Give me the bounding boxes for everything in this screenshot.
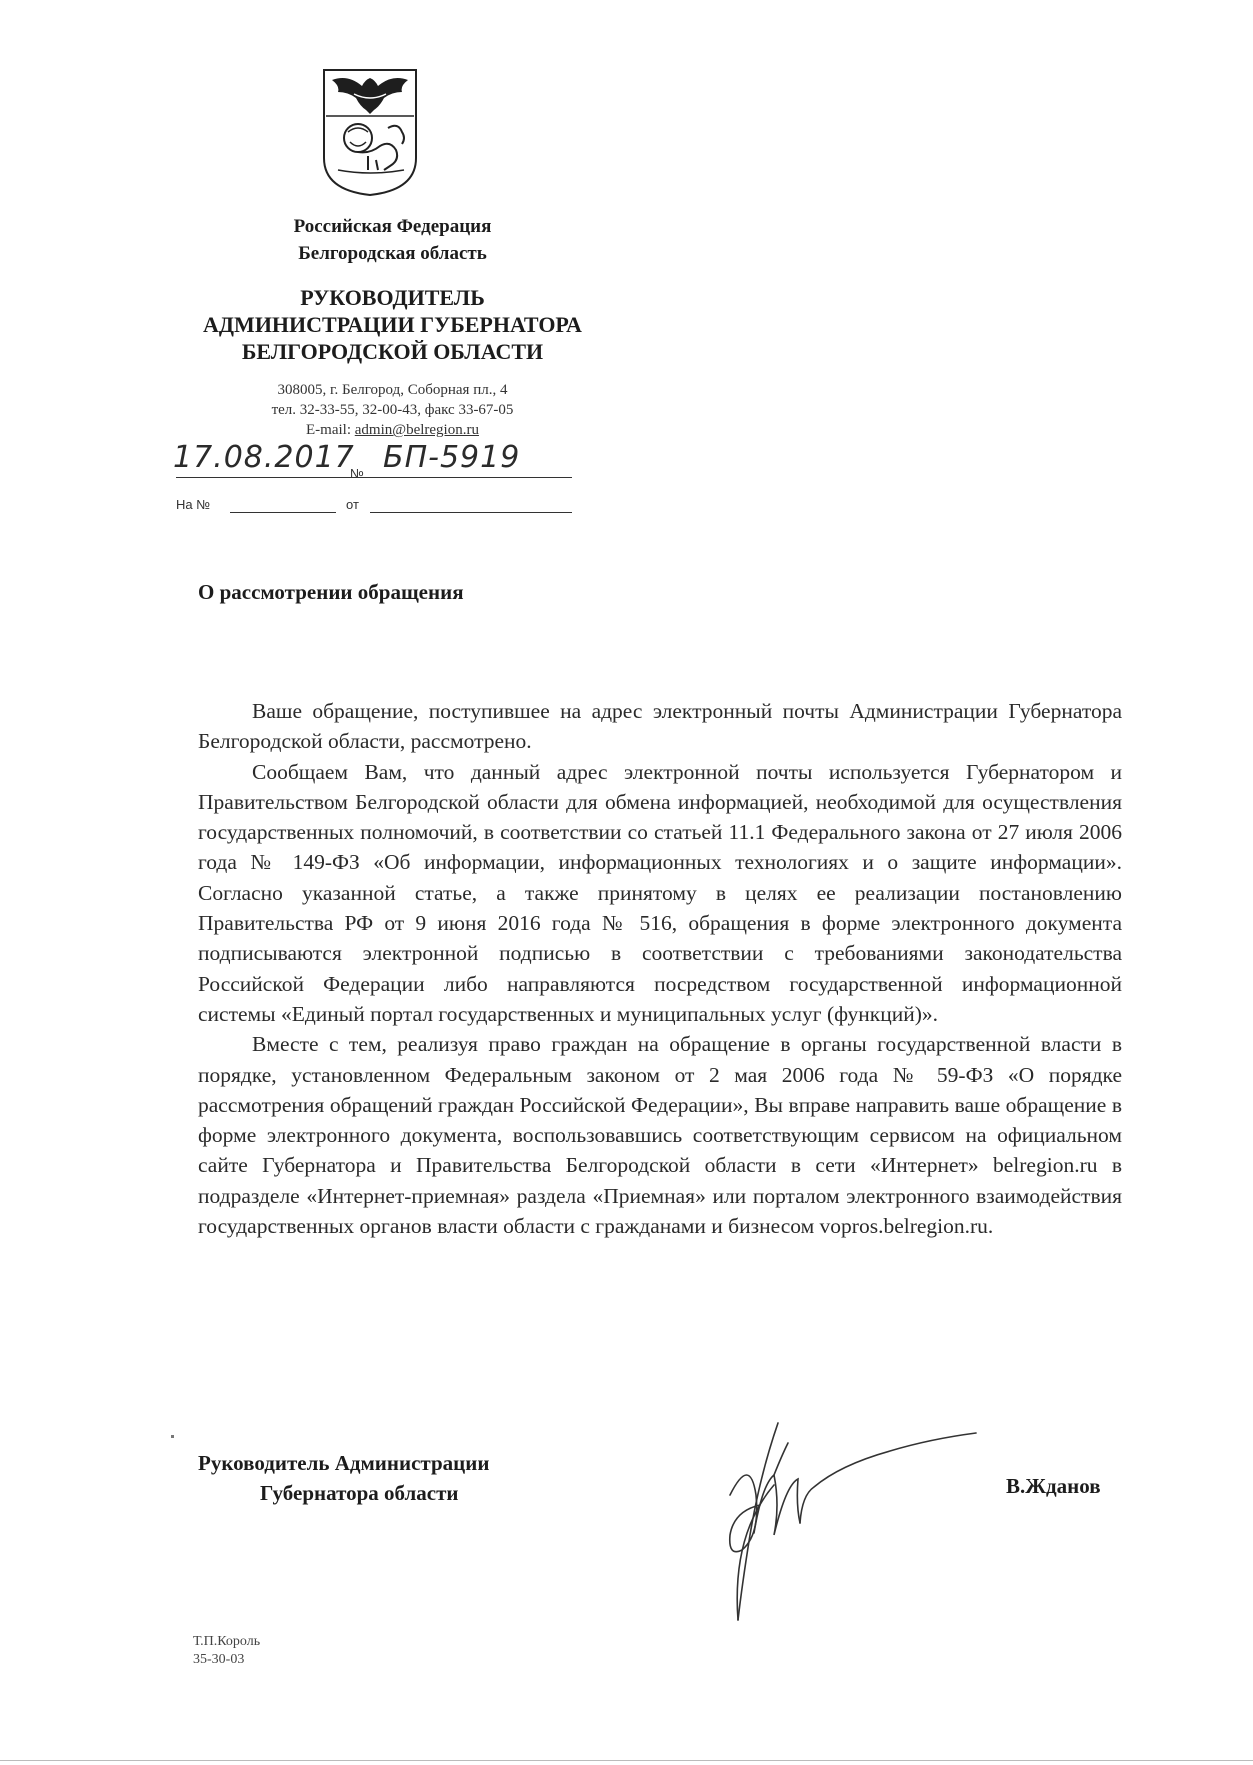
body-paragraph: Вместе с тем, реализуя право граждан на обращение в органы государственной власти в порядке, установленном Федеральным законом от 2 мая 2006 года № 59-ФЗ «О порядке рассмотрения обращений граждан Российской Федерации», Вы вправе направить ваше обращение в форме электронного документа, воспользовавшись соответствующим сервисом на официальном сайте Губернатора и Правительства Белгородской области в сети «Интернет» belregion.ru в подразделе «Интернет-приемная» раздела «Приемная» или порталом электронного взаимодействия государственных органов власти области с гражданами и бизнесом vopros.belregion.ru. [198,1032,1122,1239]
from-label: от [346,497,359,512]
body-paragraph: Сообщаем Вам, что данный адрес электронной почты используется Губернатором и Правительством Белгородской области для обмена информацией, необходимой для осуществления государственных полномочий, в соответствии со статьей 11.1 Федерального закона от 27 июля 2006 года № 149-ФЗ «Об информации, информационных технологиях и о защите информации». Согласно указанной статье, а также принятому в целях ее реализации постановлению Правительства РФ от 9 июня 2016 года № 516, обращения в форме электронного документа подписываются электронной подписью в соответствии с требованиями законодательства Российской Федерации либо направляются посредством государственной информационной системы «Единый портал государственных и муниципальных услуг (функций)». [198,759,1122,1026]
org-phones: тел. 32-33-55, 32-00-43, факс 33-67-05 [271,402,514,418]
registration-underline [176,477,572,478]
scan-edge-line [0,1760,1253,1761]
region-name: Белгородская область [298,243,487,264]
signatory-position-line2: Губернатора области [260,1481,459,1505]
country-name: Российская Федерация [293,216,492,237]
email-link[interactable]: admin@belregion.ru [354,422,479,438]
org-title-line1: РУКОВОДИТЕЛЬ [300,285,485,310]
signatory-position-line1: Руководитель Администрации [198,1451,490,1475]
executor-phone: 35-30-03 [193,1652,245,1667]
number-sign: № [350,466,364,481]
from-field [370,512,572,513]
handwritten-signature-icon [690,1415,980,1630]
registration-number: БП-5919 [383,440,521,475]
letter-body [198,696,1122,1241]
body-paragraph: Ваше обращение, поступившее на адрес электронный почты Администрации Губернатора Белгородской области, рассмотрено. [198,699,1122,754]
letter-subject: О рассмотрении обращения [198,580,464,604]
org-title-line2: АДМИНИСТРАЦИИ ГУБЕРНАТОРА [203,312,582,337]
org-address: 308005, г. Белгород, Соборная пл., 4 [277,382,508,398]
reply-to-label: На № [176,497,211,512]
signatory-name: В.Жданов [1006,1474,1101,1498]
org-title-line3: БЕЛГОРОДСКОЙ ОБЛАСТИ [241,339,544,364]
email-label: E-mail: [306,422,355,438]
coat-of-arms-icon [318,66,422,198]
org-email [195,421,590,440]
reply-to-field [230,512,336,513]
registration-date: 17.08.2017 [173,440,355,475]
scan-speck [171,1435,174,1438]
executor-name: Т.П.Король [193,1634,261,1649]
